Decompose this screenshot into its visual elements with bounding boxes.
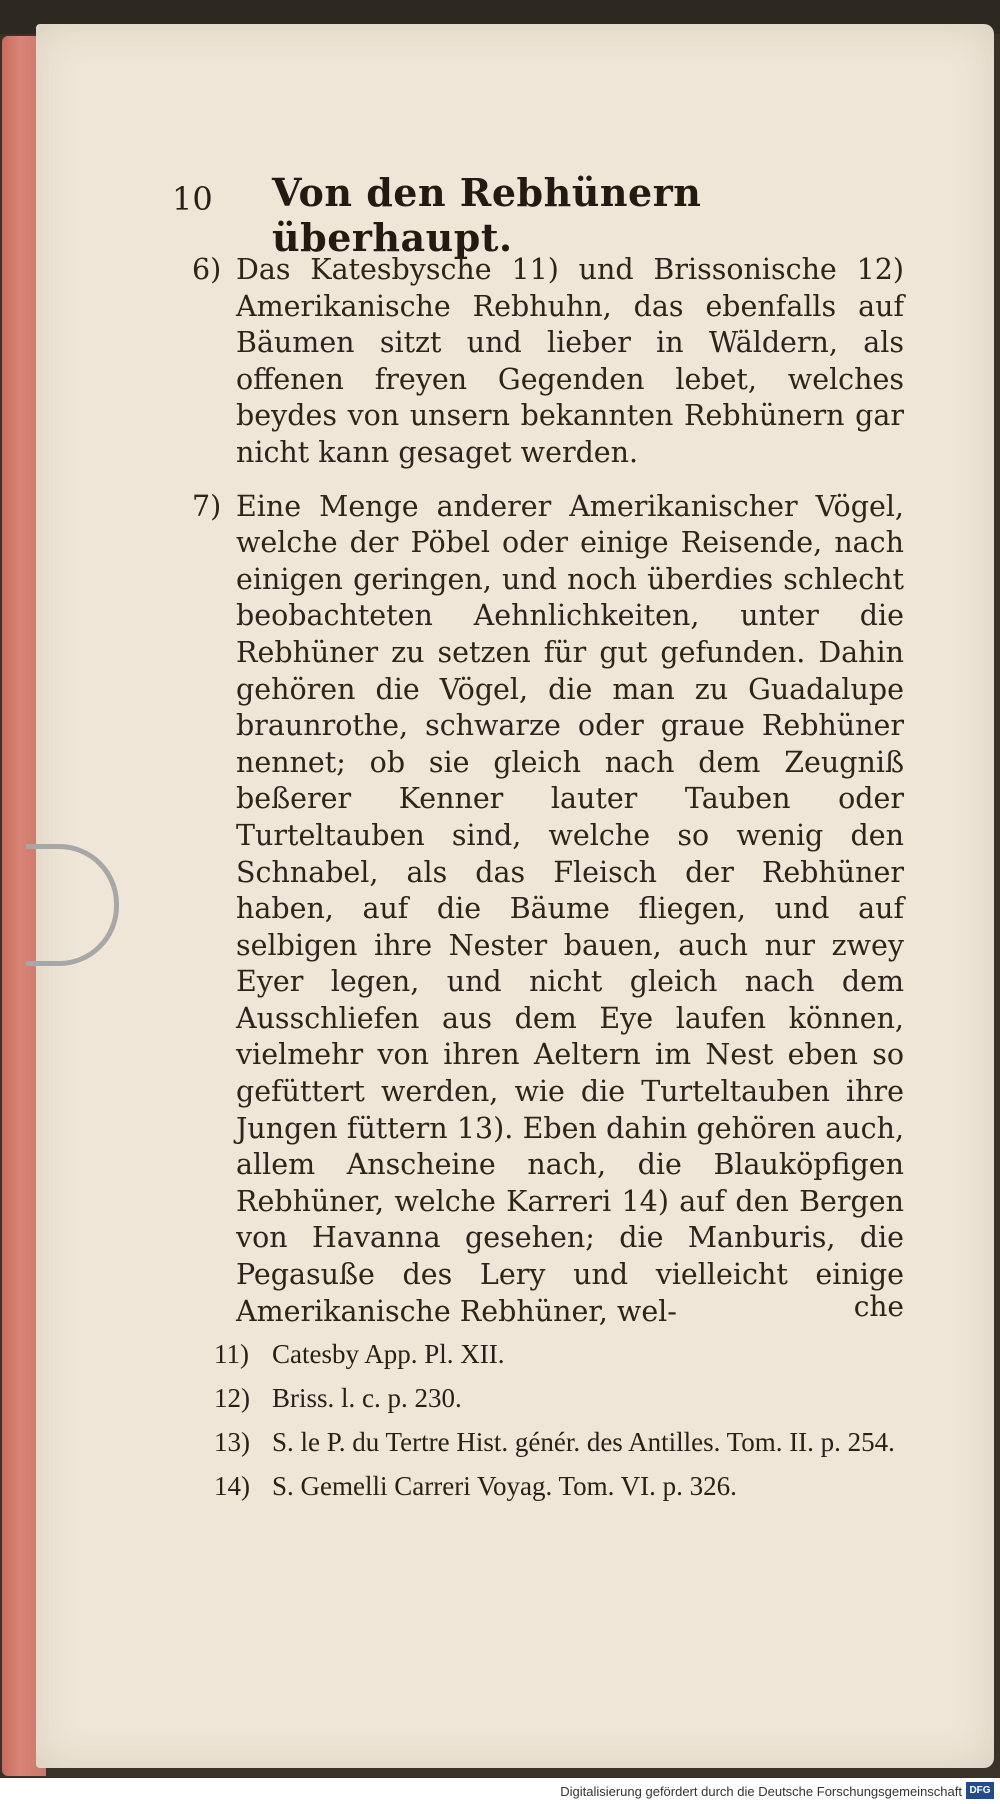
footnotes	[214, 1336, 914, 1512]
footnote	[214, 1336, 914, 1373]
footnote-text: Catesby App. Pl. XII.	[272, 1339, 505, 1369]
dfg-logo: DFG	[966, 1782, 994, 1799]
metal-clip	[26, 844, 119, 966]
footer-credit: Digitalisierung gefördert durch die Deutsche Forschungsgemeinschaft	[560, 1784, 962, 1799]
catchword: che	[853, 1290, 904, 1323]
page-number: 10	[172, 180, 213, 218]
footnote-number: 12)	[214, 1383, 250, 1413]
footnote-number: 11)	[214, 1339, 249, 1369]
footnote-text: S. le P. du Tertre Hist. génér. des Antilles. Tom. II. p. 254.	[272, 1427, 895, 1457]
page-header	[172, 170, 802, 260]
footnote	[214, 1468, 914, 1505]
running-title: Von den Rebhünern überhaupt.	[272, 170, 702, 260]
footnote-text: Briss. l. c. p. 230.	[272, 1383, 462, 1413]
paragraph-text: Das Katesbysche 11) und Brissonische 12) Amerikanische Rebhuhn, das ebenfalls auf Bäumen sitzt und lieber in Wäldern, als offenen freyen Gegenden lebet, welches beydes von unsern bekannten Rebhünern gar nicht kann gesaget werden.	[236, 253, 904, 469]
footnote-number: 14)	[214, 1471, 250, 1501]
main-text	[192, 252, 904, 1330]
paragraph-number: 6)	[192, 253, 222, 286]
paragraph-7	[192, 489, 904, 1331]
paragraph-number: 7)	[192, 489, 222, 523]
digitization-footer	[0, 1778, 1000, 1804]
footnote-text: S. Gemelli Carreri Voyag. Tom. VI. p. 326.	[272, 1471, 737, 1501]
footnote	[214, 1424, 914, 1461]
paragraph-text: Eine Menge anderer Amerikanischer Vögel, welche der Pöbel oder einige Reisende, nach einigen geringen, und noch überdies schlecht beobachteten Aehnlichkeiten, unter die Rebhüner zu setzen für gut gefunden. Dahin gehören die Vögel, die man zu Guadalupe braunrothe, schwarze oder graue Rebhüner nennet; ob sie gleich nach dem Zeugniß beßerer Kenner lauter Tauben oder Turteltauben sind, welche so wenig den Schnabel, als das Fleisch der Rebhüner haben, auf die Bäume fliegen, und auf selbigen ihre Nester bauen, auch nur zwey Eyer legen, und nicht gleich nach dem Ausschliefen aus dem Eye laufen können, vielmehr von ihren Aeltern im Nest eben so gefüttert werden, wie die Turteltauben ihre Jungen füttern 13). Eben dahin gehören auch, allem Anscheine nach, die Blauköpfigen Rebhüner, welche Karreri 14) auf den Bergen von Havanna gesehen; die Manburis, die Pegasuße des Lery und vielleicht einige Amerikanische Rebhüner, wel-	[236, 489, 904, 1328]
paragraph-6	[192, 252, 904, 472]
footnote-number: 13)	[214, 1427, 250, 1457]
footnote	[214, 1380, 914, 1417]
